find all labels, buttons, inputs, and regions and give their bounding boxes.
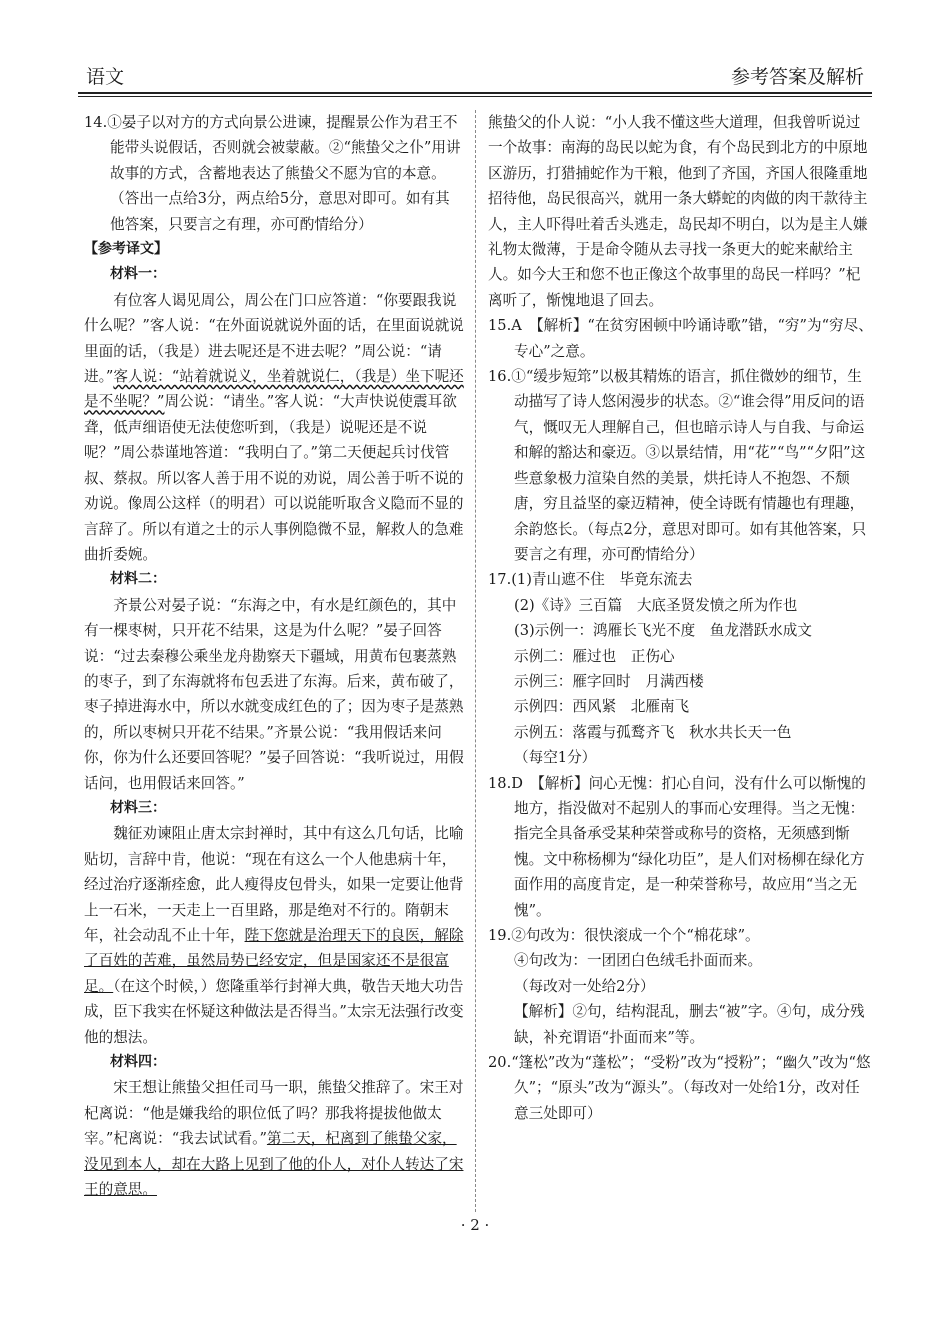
answer-text: “篷松”改为“蓬松”；“受粉”改为“授粉”；“幽久”改为“悠久”；“原头”改为“源头”。（每改对一处给1分，改对任意三处即可） (511, 1054, 871, 1122)
material-4-text (84, 1075, 464, 1202)
answer-line: ④句改为：一团团白色绒毛扑面而来。 (514, 952, 763, 970)
question-16 (488, 364, 874, 567)
question-number: 16. (488, 368, 512, 386)
question-14 (84, 110, 464, 237)
analysis-text: 【解析】②句，结构混乱，删去“被”字。④句，成分残缺，补充谓语“扑面而来”等。 (514, 1003, 865, 1046)
question-number: 20. (488, 1054, 512, 1072)
answer-line: (3)示例一：鸿雁长飞光不度 鱼龙潜跃水成文 (514, 622, 812, 640)
answer-text: D 【解析】问心无愧：扪心自问，没有什么可以惭愧的地方，指没做对不起别人的事而心安理得。当之无愧：指完全具备承受某种荣誉或称号的资格，无须感到惭愧。文中称杨柳为“绿化功臣”，是人们对杨柳在绿化方面作用的高度肯定，是一种荣誉称号，故应用“当之无愧”。 (511, 774, 866, 919)
column-divider (475, 110, 476, 1212)
text-run: 魏征劝谏阻止唐太宗封禅时，其中有这么几句话，比喻贴切，言辞中肯，他说：“现在有这么一个人他患病十年，经过治疗逐渐痊愈，此人瘦得皮包骨头，如果一定要让他背上一石米，一天走上一百里路，那是绝对不行的。隋朝末年，社会动乱不止十年， (84, 825, 464, 944)
answer-text: ②句改为：很快滚成一个个“棉花球”。 (511, 927, 760, 944)
question-18 (488, 771, 874, 923)
question-number: 17. (488, 571, 512, 589)
question-number: 14. (84, 114, 108, 131)
question-15 (488, 313, 874, 364)
page-number: · 2 · (460, 1216, 490, 1234)
material-4-title: 材料四： (110, 1054, 166, 1071)
material-2-text: 齐景公对晏子说：“东海之中，有水是红颜色的，其中有一棵枣树，只开花不结果，这是为什么呢？”晏子回答说：“过去秦穆公乘坐龙舟勘察天下疆域，用黄布包裹蒸熟的枣子，到了东海就将布包丢进了东海。后来，黄布破了，枣子掉进海水中，所以水就变成红色的了；因为枣子是蒸熟的，所以枣树只开花不结果。”齐景公说：“我用假话来问你，你为什么还要回答呢？”晏子回答说：“我听说过，用假话问，也用假话来回答。” (84, 596, 464, 792)
text-run: （在这个时候，）您隆重举行封禅大典，敬告天地大功告成，臣下我实在怀疑这种做法是否得当。”太宗无法强行改变他的想法。 (84, 977, 464, 1046)
section-title: 参考答案及解析 (730, 66, 864, 88)
answer-line: 示例五：落霞与孤鹜齐飞 秋水共长天一色 (514, 723, 792, 741)
underlined-text: 陛下您就是治理天下的良医，解除了百姓的苦难，虽然局势已经安定，但是国家还不是很富足。 (84, 927, 464, 995)
answer-line (488, 923, 874, 948)
header-rule-thin (78, 96, 872, 97)
question-17 (488, 567, 874, 770)
answer-text: (1)青山遮不住 毕竟东流去 (511, 571, 693, 589)
page-header (78, 58, 872, 98)
question-20 (488, 1050, 874, 1126)
answer-text: A 【解析】“在贫穷困顿中吟诵诗歌”错，“穷”为“穷尽、专心”之意。 (511, 317, 873, 360)
material-1-text (84, 288, 464, 567)
answer-line: 示例三：雁字回时 月满西楼 (514, 672, 704, 690)
text-run: 周公说：“请坐。”客人说：“大声快说使震耳欲聋，低声细语使无法使您听到，（我是）说呢还是不说呢？”周公恭谨地答道：“我明白了。”第二天便起兵讨伐管叔、蔡叔。所以客人善于用不说的劝说，周公善于听不说的劝说。像周公这样（的明君）可以说能听取含义隐而不显的言辞了。所以有道之士的示人事例隐微不显，解救人的急难曲折委婉。 (84, 393, 464, 563)
answer-text: ①“缓步短筇”以极其精炼的语言，抓住微妙的细节，生动描写了诗人悠闲漫步的状态。②“谁会得”用反问的语气，慨叹无人理解自己，但也暗示诗人与自我、与命运和解的豁达和豪迈。③以景结情，用“花”“鸟”“夕阳”这些意象极力渲染自然的美景，烘托诗人不抱怨、不颓唐，穷且益坚的豪迈精神，使全诗既有情趣也有理趣，余韵悠长。（每点2分，意思对即可。如有其他答案，只要言之有理，亦可酌情给分） (511, 368, 867, 563)
left-column (84, 110, 464, 1202)
right-column (488, 110, 874, 1126)
text-run: 宋王想让熊蛰父担任司马一职，熊蛰父推辞了。宋王对杞离说：“他是嫌我给的职位低了吗？那我将提拔他做太宰。”杞离说：“我去试试看。” (84, 1079, 464, 1148)
material-1-title: 材料一： (110, 266, 166, 283)
question-19 (488, 923, 874, 1050)
header-rule (78, 92, 872, 94)
question-number: 15. (488, 317, 512, 335)
answer-line: (2)《诗》三百篇 大底圣贤发愤之所为作也 (514, 596, 798, 614)
material-2-title: 材料二： (110, 571, 166, 588)
material-3-title: 材料三： (110, 799, 166, 816)
text-run: 有位客人谒见周公，周公在门口应答道：“你要跟我说什么呢？”客人说：“在外面说就说外面的话，在里面说就说里面的话，（我是）进去呢还是不进去呢？”周公说：“请进。” (84, 291, 464, 386)
answer-line: （每空1分） (514, 749, 597, 767)
answer-line (488, 567, 874, 592)
question-number: 18. (488, 774, 512, 792)
answer-line: 示例四：西风紧 北雁南飞 (514, 698, 690, 716)
material-4-continued: 熊蛰父的仆人说：“小人我不懂这些大道理，但我曾听说过一个故事：南海的岛民以蛇为食，有个岛民到北方的中原地区游历，打猎捕蛇作为干粮，他到了齐国，齐国人很隆重地招待他，岛民很高兴，就用一条大蟒蛇的肉做的肉干款待主人，主人吓得吐着舌头逃走，岛民却不明白，以为是主人嫌礼物太微薄，于是命令随从去寻找一条更大的蛇来献给主人。如今大王和您不也正像这个故事里的岛民一样吗？”杞离听了，惭愧地退了回去。 (488, 114, 868, 309)
answer-text: ①晏子以对方的方式向景公进谏，提醒景公作为君王不能带头说假话，否则就会被蒙蔽。②“熊蛰父之仆”用讲故事的方式，含蓄地表达了熊蛰父不愿为官的本意。（答出一点给3分，两点给5分，意思对即可。如有其他答案，只要言之有理，亦可酌情给分） (107, 114, 461, 233)
answer-line: 示例二：雁过也 正伤心 (514, 647, 675, 665)
translation-heading: 【参考译文】 (84, 241, 168, 258)
wavy-underlined-text: 客人说：“站着就说义，坐着就说仁，（我是）坐下呢还是不坐呢？” (84, 368, 464, 411)
question-number: 19. (488, 927, 512, 944)
subject-label: 语文 (86, 66, 125, 88)
underlined-text: 第二天，杞离到了熊蛰父家，没见到本人，却在大路上见到了他的仆人，对仆人转达了宋王的意思。 (84, 1130, 464, 1199)
answer-line: （每改对一处给2分） (514, 977, 655, 995)
material-3-text (84, 821, 464, 1050)
